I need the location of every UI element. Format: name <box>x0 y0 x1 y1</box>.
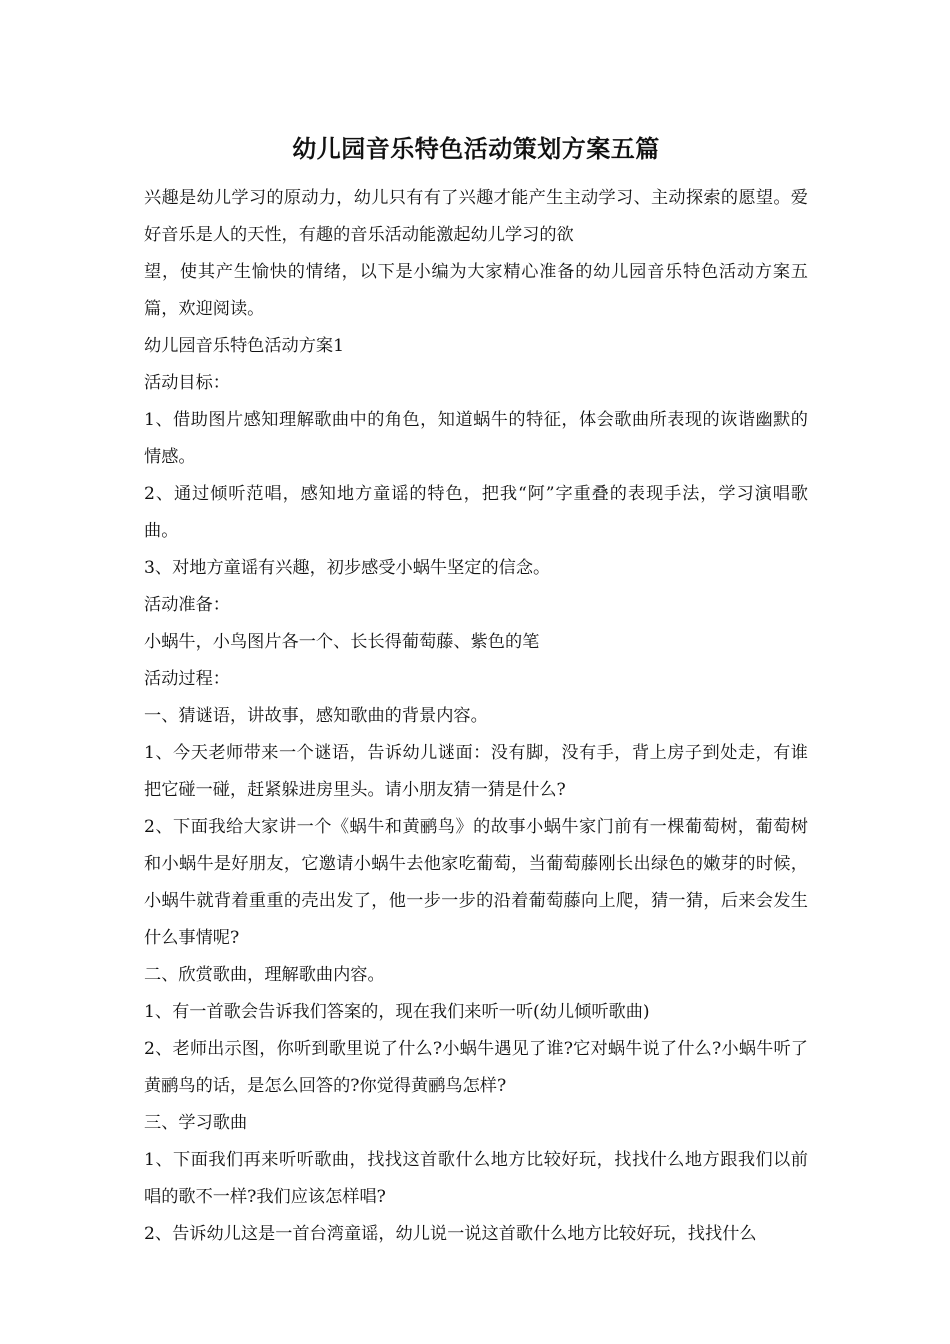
paragraph-intro-2: 望，使其产生愉快的情绪，以下是小编为大家精心准备的幼儿园音乐特色活动方案五篇，欢迎阅读。 <box>144 262 808 319</box>
process-step-1-item-2: 2、下面我给大家讲一个《蜗牛和黄鹂鸟》的故事小蜗牛家门前有一棵葡萄树，葡萄树和小蜗牛是好朋友，它邀请小蜗牛去他家吃葡萄，当葡萄藤刚长出绿色的嫩芽的时候，小蜗牛就背着重重的壳出发了，他一步一步的沿着葡萄藤向上爬，猜一猜，后来会发生什么事情呢? <box>144 817 808 948</box>
process-step-heading-3: 三、学习歌曲 <box>144 1113 248 1133</box>
section-heading-plan-1: 幼儿园音乐特色活动方案1 <box>144 336 344 356</box>
goal-item-1: 1、借助图片感知理解歌曲中的角色，知道蜗牛的特征，体会歌曲所表现的诙谐幽默的情感。 <box>144 410 808 467</box>
process-step-3-item-2: 2、告诉幼儿这是一首台湾童谣，幼儿说一说这首歌什么地方比较好玩，找找什么 <box>144 1224 757 1244</box>
section-heading-goals: 活动目标： <box>144 373 230 393</box>
paragraph-intro-1: 兴趣是幼儿学习的原动力，幼儿只有有了兴趣才能产生主动学习、主动探索的愿望。爱好音乐是人的天性，有趣的音乐活动能激起幼儿学习的欲 <box>144 188 808 245</box>
goal-item-3: 3、对地方童谣有兴趣，初步感受小蜗牛坚定的信念。 <box>144 558 551 578</box>
preparation-item: 小蜗牛，小鸟图片各一个、长长得葡萄藤、紫色的笔 <box>144 632 540 652</box>
goal-item-2: 2、通过倾听范唱，感知地方童谣的特色，把我“阿”字重叠的表现手法，学习演唱歌曲。 <box>144 484 808 541</box>
document-title: 幼儿园音乐特色活动策划方案五篇 <box>292 134 660 163</box>
process-step-3-item-1: 1、下面我们再来听听歌曲，找找这首歌什么地方比较好玩，找找什么地方跟我们以前唱的歌不一样?我们应该怎样唱? <box>144 1150 808 1207</box>
section-heading-process: 活动过程： <box>144 669 230 689</box>
process-step-2-item-1: 1、有一首歌会告诉我们答案的，现在我们来听一听(幼儿倾听歌曲) <box>144 1002 650 1022</box>
process-step-heading-2: 二、欣赏歌曲，理解歌曲内容。 <box>144 965 385 985</box>
document-body <box>144 128 808 1253</box>
section-heading-preparation: 活动准备： <box>144 595 230 615</box>
process-step-1-item-1: 1、今天老师带来一个谜语，告诉幼儿谜面：没有脚，没有手，背上房子到处走，有谁把它碰一碰，赶紧躲进房里头。请小朋友猜一猜是什么? <box>144 743 808 800</box>
process-step-heading-1: 一、猜谜语，讲故事，感知歌曲的背景内容。 <box>144 706 488 726</box>
process-step-2-item-2: 2、老师出示图，你听到歌里说了什么?小蜗牛遇见了谁?它对蜗牛说了什么?小蜗牛听了黄鹂鸟的话，是怎么回答的?你觉得黄鹂鸟怎样? <box>144 1039 808 1096</box>
